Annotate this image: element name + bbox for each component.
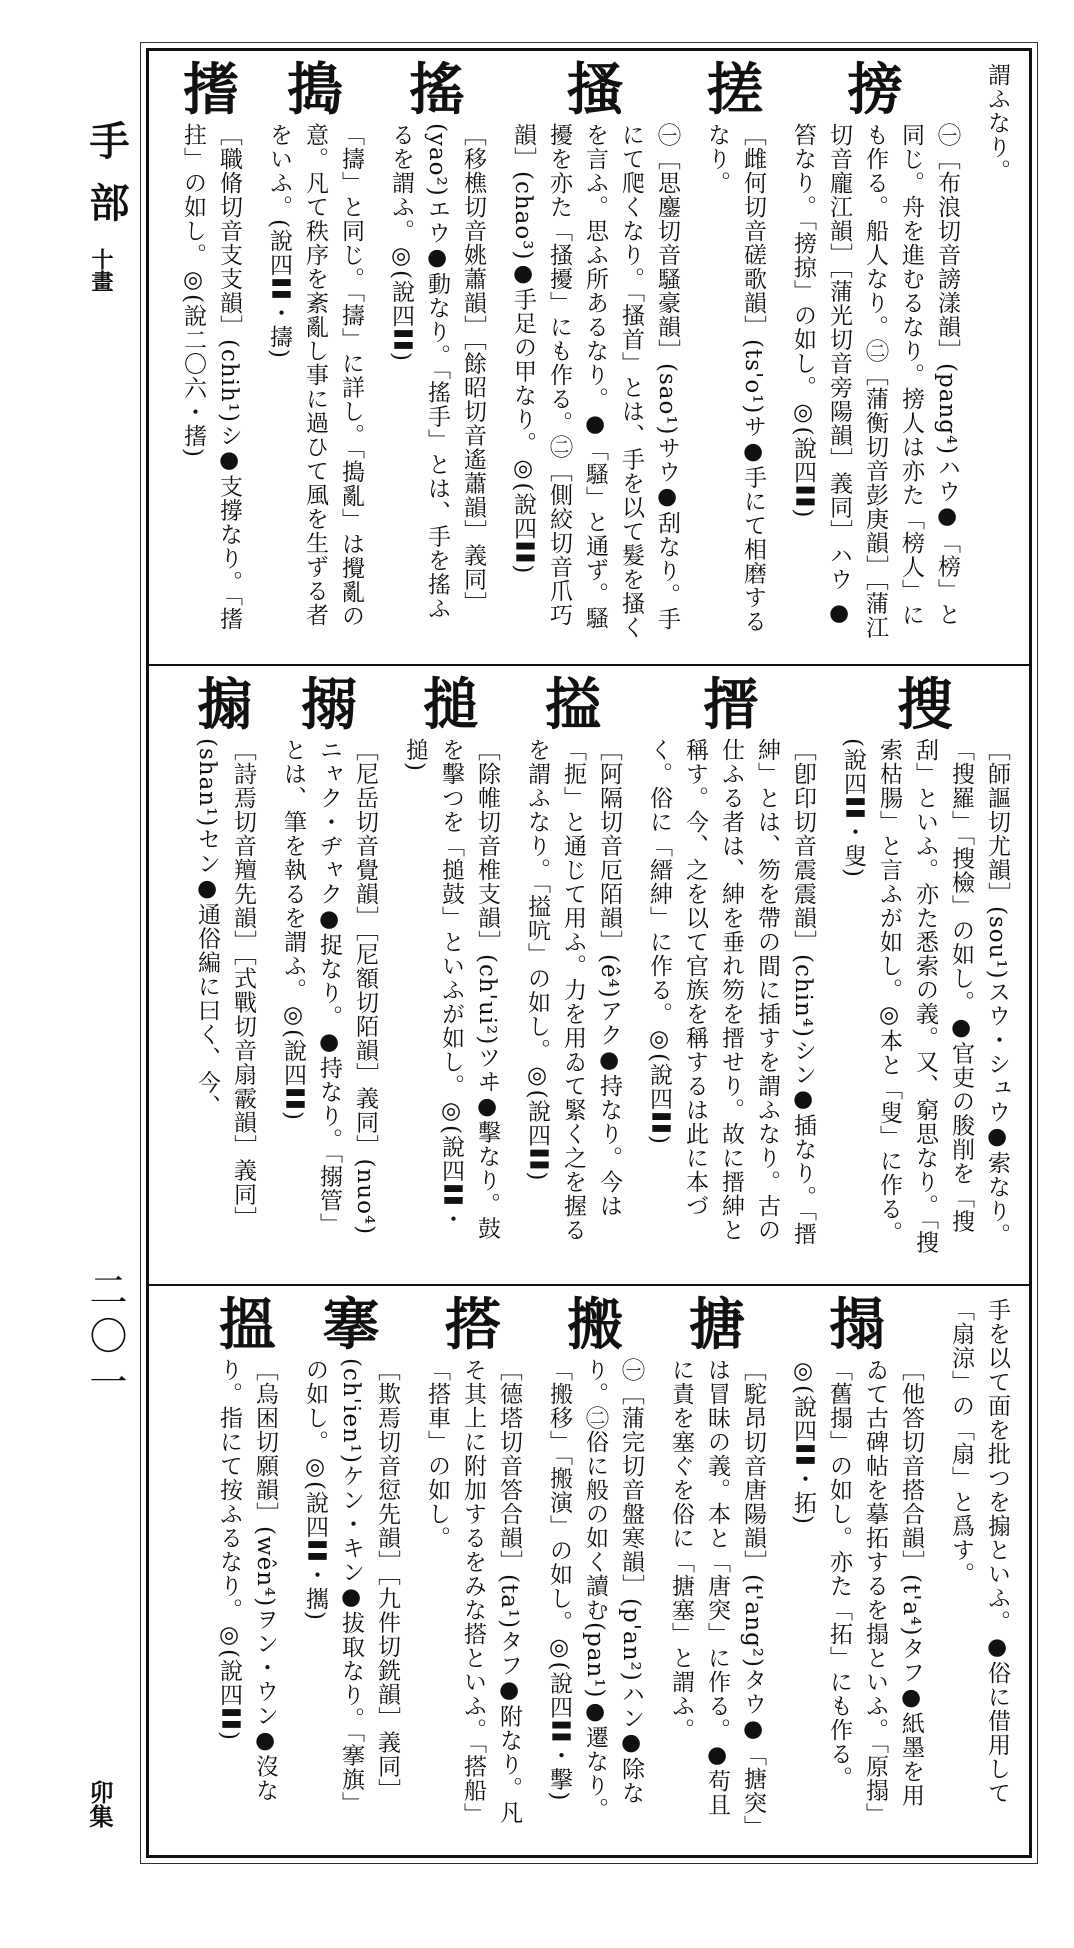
dictionary-entry-continuation <box>943 1298 1015 1845</box>
entry-headword: 搓 <box>707 58 763 123</box>
entry-headword: 搖 <box>409 58 465 123</box>
entry-headword: 搧 <box>197 673 253 738</box>
volume-label: 卯集 <box>85 1780 114 1828</box>
entry-headword: 搢 <box>703 673 759 738</box>
stroke-count-label: 十畫 <box>88 248 114 292</box>
band-bottom <box>149 1284 1029 1855</box>
dictionary-entry <box>641 673 821 1274</box>
page-number: 二〇一 <box>83 1270 127 1408</box>
entry-headword: 搤 <box>545 673 601 738</box>
entry-text: ［卽印切音震震韻］(chin⁴)シン●插なり。「搢紳」とは、笏を帶の間に插すを謂ふなり。古の仕ふる者は、紳を垂れ笏を搢せり。故に搢紳と稱す。今、之を以て官族を稱するは此に本づく。俗に「縉紳」に作る。◎(說四〓) <box>646 738 816 1246</box>
entry-text: ［詩焉切音羶先韻］［式戰切音扇霰韻］義同］(shan¹)セン●通俗編に曰く、今、 <box>194 738 256 1231</box>
entry-text: ㊀［布浪切音謗漾韻］(pang⁴)ハウ●「榜」と同じ。舟を進むるなり。搒人は亦た「榜人」にも作る。船人なり。㊁［蒲衡切音彭庚韻］［蒲江切音龐江韻］［蒲光切音旁陽韻］義同］ハウ ●笞なり。「搒掠」の如し。◎(說四〓) <box>790 123 960 640</box>
entry-text: ［欺焉切音愆先韻］［九件切銑韻］義同］(ch'ien¹)ケン・キン●拔取なり。「搴旗」の如し。◎(說四〓・𢹂) <box>302 1358 400 1816</box>
entry-text: ［烏困切願韻］(wên⁴)ヲン・ウン●沒なり。指にて按ふるなり。◎(說四〓) <box>216 1358 278 1803</box>
entry-text: ［職脩切音支支韻］(chih¹)シ●支撐なり。「搘拄」の如し。◎(說二〇六・搘) <box>180 123 242 631</box>
dictionary-entry <box>297 1293 405 1845</box>
dictionary-entry <box>419 1293 527 1845</box>
entry-text: ［師謳切尤韻］(sou¹)スウ・シュウ●索なり。「搜羅」「搜檢」の如し。●官吏の朘削を「搜刮」といふ。亦た悉索の義。又、窮思なり。「搜索枯腸」と言ふが如し。◎本と「叟」に作る。(說四〓・叟) <box>840 738 1010 1255</box>
entry-headword: 搬 <box>567 1293 623 1358</box>
dictionary-entry <box>189 673 261 1274</box>
dictionary-entry <box>261 58 369 654</box>
dictionary-entry <box>211 1293 283 1845</box>
entry-text: ㊀［思鏖切音騷豪韻］(sao¹)サウ●刮なり。手にて爬くなり。「搔首」とは、手を以て髮を搔くを言ふ。思ふ所あるなり。●「騷」と通ず。騷擾を亦た「搔擾」にも作る。㊁［側絞切音爪巧韻］(chao³)●手足の甲なり。◎(說四〓) <box>510 123 680 640</box>
entry-headword: 搨 <box>829 1293 885 1358</box>
dictionary-entry <box>175 58 247 654</box>
dictionary-entry <box>383 58 491 654</box>
entry-headword: 搔 <box>567 58 623 123</box>
dictionary-entry-continuation <box>979 63 1015 654</box>
dictionary-entry <box>275 673 383 1274</box>
dictionary-entry <box>663 1293 771 1845</box>
dictionary-entry <box>397 673 505 1274</box>
entry-headword: 搗 <box>287 58 343 123</box>
entry-headword: 搘 <box>183 58 239 123</box>
dictionary-entry <box>505 58 685 654</box>
entry-text: ［他答切音搭合韻］(t'a⁴)タフ●紙墨を用ゐて古碑帖を摹拓するを搨といふ。「原搨」「舊搨」の如し。亦た「拓」にも作る。◎(說四〓・拓) <box>790 1358 924 1827</box>
section-title: 手部 <box>83 120 129 244</box>
dictionary-page-frame <box>146 48 1032 1858</box>
entry-text: ［德塔切音答合韻］(ta¹)タフ●附なり。凡そ其上に附加するをみな搭といふ。「搭船」「搭車」の如し。 <box>424 1358 522 1827</box>
entry-text: ［除帷切音椎支韻］(ch'ui²)ツヰ●擊なり。鼓を擊つを「搥鼓」といふが如し。◎(說四〓・搥) <box>402 738 500 1241</box>
entry-text: 「擣」と同じ。「擣」に詳し。「搗亂」は攪亂の意。凡て秩序を紊亂し事に過ひて風を生ずる者をいふ。(說四〓・擣) <box>266 123 364 628</box>
entry-headword: 搵 <box>219 1293 275 1358</box>
entry-text: ［駝昂切音唐陽韻］(t'ang²)タウ●「搪突」は冒昧の義。本と「唐突」に作る。●苟且に責を塞ぐを俗に「搪塞」と謂ふ。 <box>668 1358 766 1828</box>
entry-text: ㊀［蒲完切音盤寒韻］(p'an²)ハン●除なり。㊁俗に般の如く讀む(pan¹)●遷なり。「搬移」「搬演」の如し。◎(說四〓・擊) <box>546 1358 644 1822</box>
entry-text: 手を以て面を批つを搧といふ。●俗に借用して「扇涼」の「扇」と爲す。 <box>948 1298 1010 1805</box>
entry-text: ［移樵切音姚蕭韻］［餘昭切音遙蕭韻］義同］(yao²)エウ●動なり。「搖手」とは、手を搖ふるを謂ふ。◎(說四〓) <box>388 123 486 621</box>
entry-headword: 搭 <box>445 1293 501 1358</box>
page-margin <box>78 120 138 1940</box>
entry-text: ［尼岳切音覺韻］［尼額切陌韻］義同］(nuo⁴)ニャク・ヂャク●捉なり。●持なり。「搦管」とは、筆を執るを謂ふ。◎(說四〓) <box>280 738 378 1237</box>
entry-text: 謂ふなり。 <box>984 63 1010 183</box>
dictionary-entry <box>785 58 965 654</box>
dictionary-entry <box>541 1293 649 1845</box>
entry-headword: 搥 <box>423 673 479 738</box>
dictionary-entry <box>519 673 627 1274</box>
entry-headword: 搦 <box>301 673 357 738</box>
entry-headword: 搪 <box>689 1293 745 1358</box>
band-top <box>149 51 1029 664</box>
entry-headword: 搒 <box>847 58 903 123</box>
entry-headword: 搴 <box>323 1293 379 1358</box>
dictionary-entry <box>835 673 1015 1274</box>
dictionary-entry <box>699 58 771 654</box>
entry-text: ［雌何切音磋歌韻］(ts'o¹)サ●手にて相磨するなり。 <box>704 123 766 634</box>
band-middle <box>149 664 1029 1284</box>
entry-headword: 搜 <box>897 673 953 738</box>
entry-text: ［阿隔切音厄陌韻］(ê⁴)アク●持なり。今は「扼」と通じて用ふ。力を用ゐて緊く之を握るを謂ふなり。「搤吭」の如し。◎(說四〓) <box>524 738 622 1242</box>
dictionary-entry <box>785 1293 929 1845</box>
